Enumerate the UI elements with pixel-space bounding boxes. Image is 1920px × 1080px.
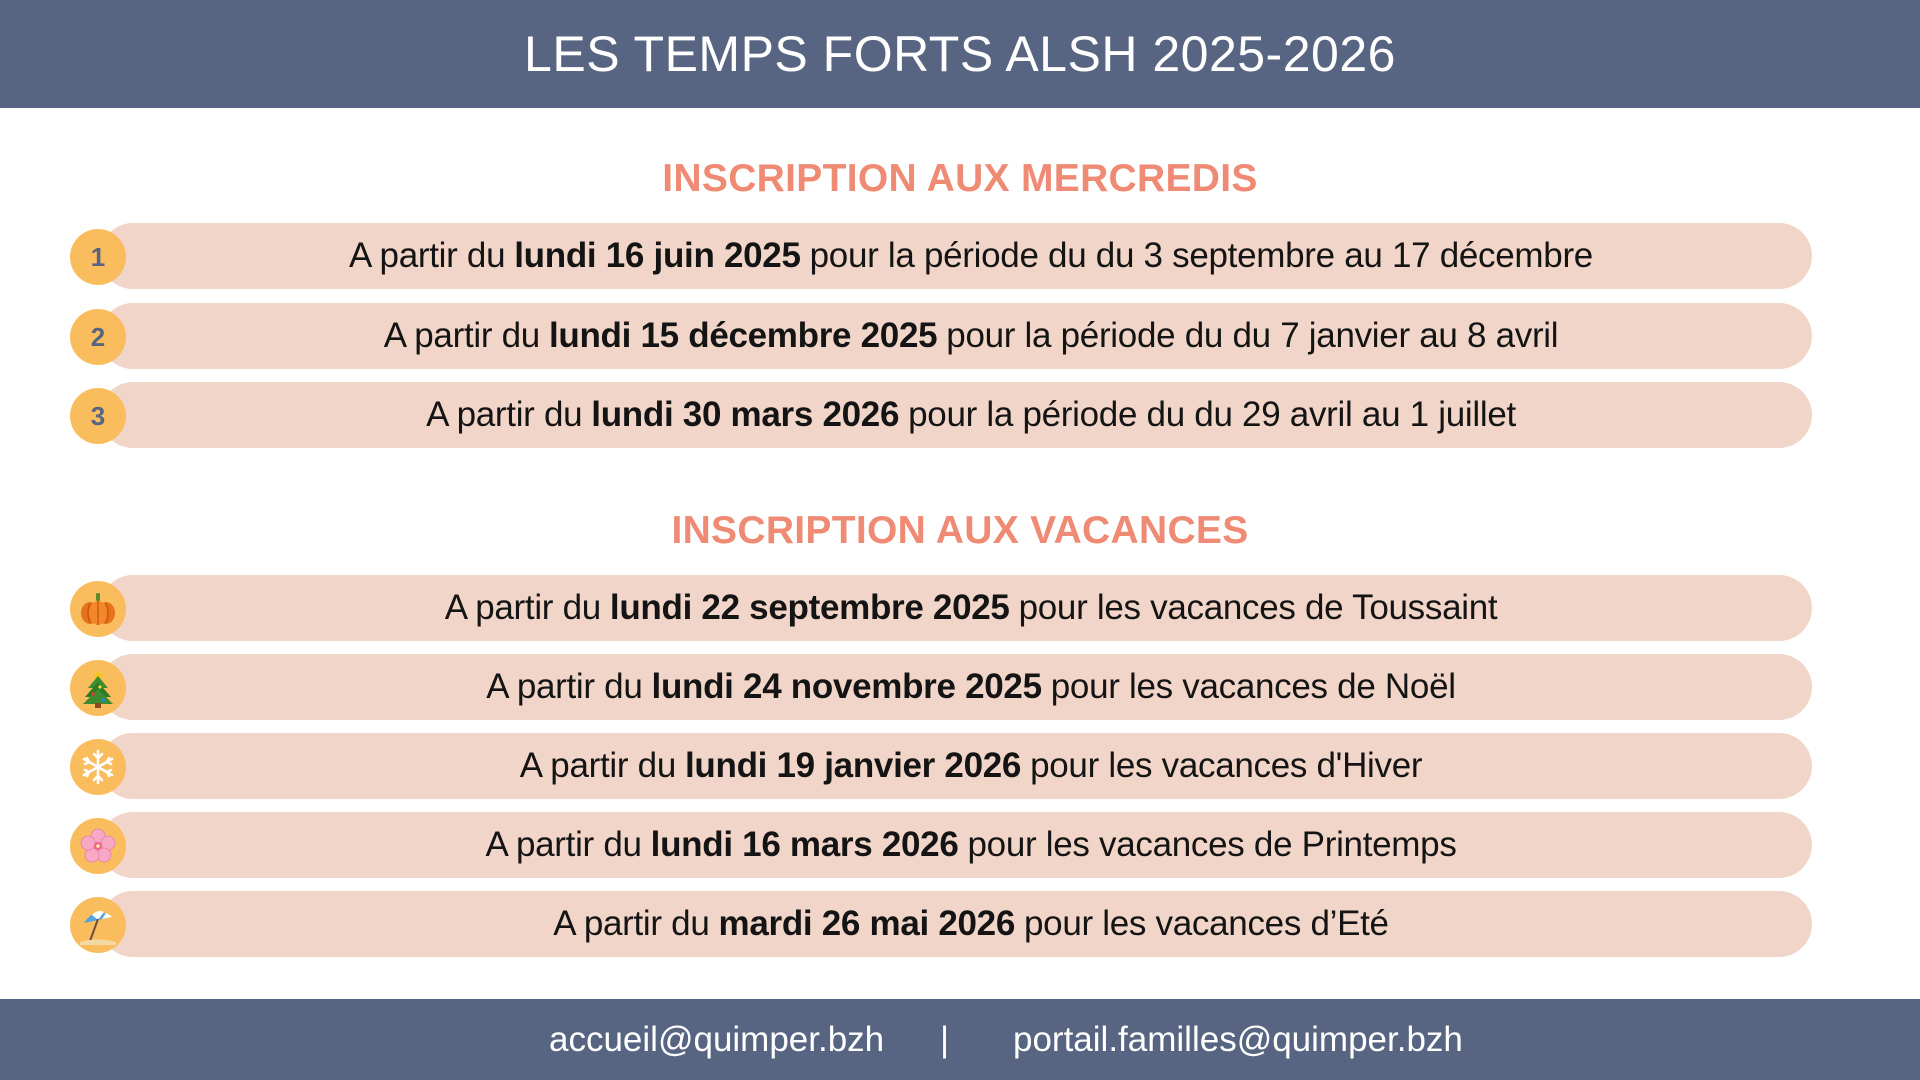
section-title-vacances: INSCRIPTION AUX VACANCES (671, 509, 1249, 552)
item-date: lundi 16 mars 2026 (650, 825, 959, 864)
item-text (130, 891, 1812, 957)
item-date: lundi 15 décembre 2025 (548, 316, 938, 355)
footer-band (0, 999, 1920, 1080)
email-accueil-link[interactable]: accueil@quimper.bzh (549, 1020, 885, 1059)
mercredi-item (70, 382, 1812, 448)
item-suffix: pour la période du du 29 avril au 1 juillet (908, 395, 1516, 434)
item-text (130, 733, 1812, 799)
item-suffix: pour la période du du 3 septembre au 17 décembre (809, 236, 1593, 275)
item-suffix: pour la période du du 7 janvier au 8 avril (946, 316, 1559, 355)
item-suffix: pour les vacances de Toussaint (1018, 588, 1498, 627)
number-badge: 3 (70, 388, 126, 444)
vacances-item (70, 575, 1812, 641)
item-date: lundi 22 septembre 2025 (609, 588, 1010, 627)
footer-separator: | (940, 1020, 950, 1059)
item-prefix: A partir du (486, 667, 643, 706)
item-text (130, 654, 1812, 720)
item-date: lundi 30 mars 2026 (591, 395, 900, 434)
item-date: lundi 24 novembre 2025 (651, 667, 1042, 706)
vacances-item (70, 733, 1812, 799)
vacances-item (70, 654, 1812, 720)
item-prefix: A partir du (426, 395, 583, 434)
item-prefix: A partir du (519, 746, 676, 785)
item-date: lundi 16 juin 2025 (514, 236, 801, 275)
page-title: LES TEMPS FORTS ALSH 2025-2026 (524, 26, 1396, 82)
header-band (0, 0, 1920, 108)
beach-umbrella-icon (70, 897, 126, 953)
section-title-mercredis: INSCRIPTION AUX MERCREDIS (662, 157, 1258, 200)
number-badge: 2 (70, 309, 126, 365)
vacances-item (70, 891, 1812, 957)
item-text (130, 303, 1812, 369)
item-prefix: A partir du (553, 904, 710, 943)
item-text (130, 575, 1812, 641)
vacances-item (70, 812, 1812, 878)
christmas-tree-icon (70, 660, 126, 716)
item-prefix: A partir du (383, 316, 540, 355)
item-text (130, 812, 1812, 878)
pumpkin-icon (70, 581, 126, 637)
item-prefix: A partir du (349, 236, 506, 275)
cherry-blossom-icon (70, 818, 126, 874)
item-text (130, 382, 1812, 448)
mercredi-item (70, 303, 1812, 369)
number-badge: 1 (70, 229, 126, 285)
item-suffix: pour les vacances d'Hiver (1030, 746, 1423, 785)
item-date: lundi 19 janvier 2026 (684, 746, 1022, 785)
email-portail-link[interactable]: portail.familles@quimper.bzh (1013, 1020, 1463, 1059)
item-suffix: pour les vacances d’Eté (1024, 904, 1389, 943)
item-text (130, 223, 1812, 289)
mercredi-item (70, 223, 1812, 289)
item-date: mardi 26 mai 2026 (718, 904, 1016, 943)
item-prefix: A partir du (444, 588, 601, 627)
snowflake-icon (70, 739, 126, 795)
item-suffix: pour les vacances de Noël (1050, 667, 1456, 706)
item-suffix: pour les vacances de Printemps (967, 825, 1457, 864)
item-prefix: A partir du (485, 825, 642, 864)
